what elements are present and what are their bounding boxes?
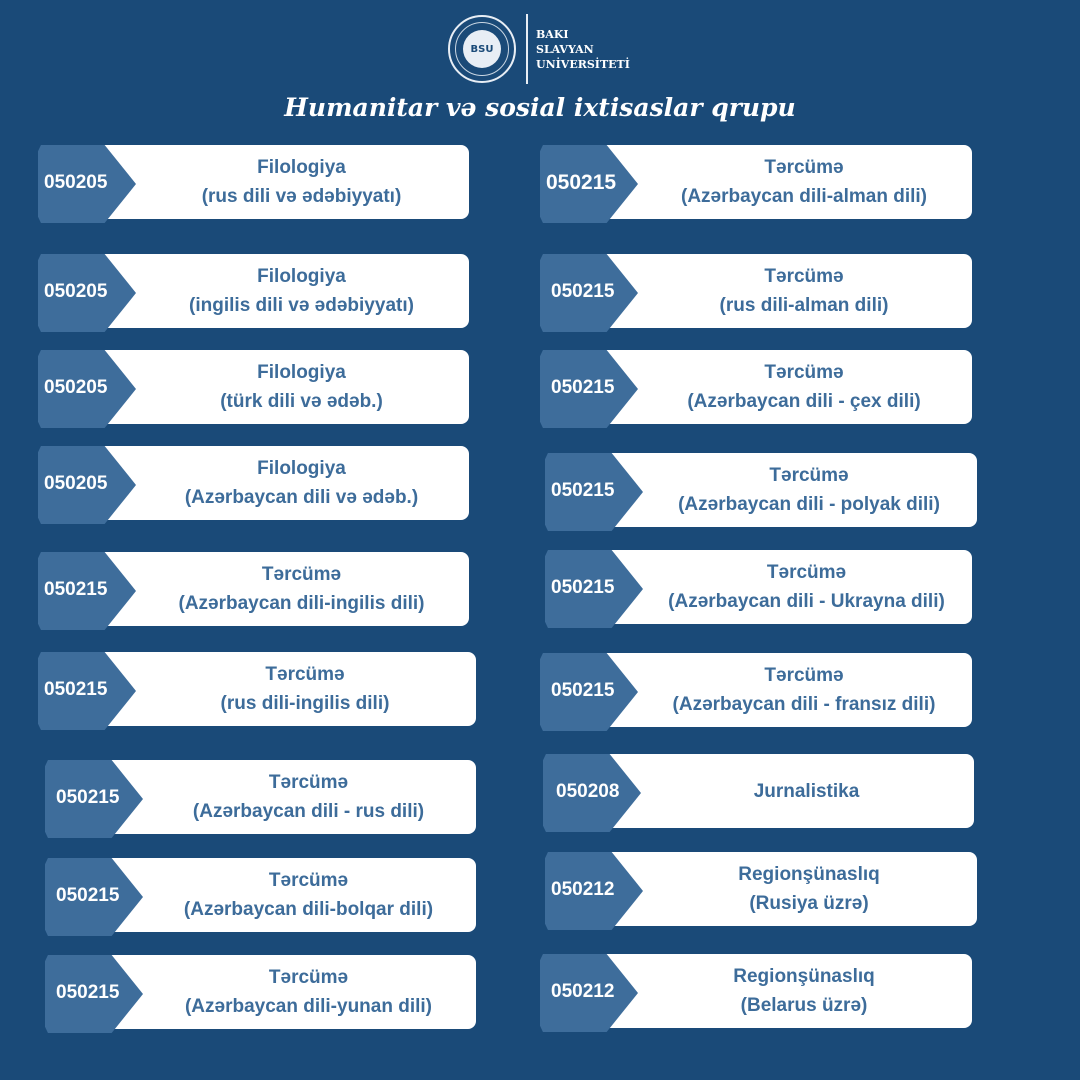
- program-code: 050212: [551, 981, 615, 1002]
- program-card: [38, 652, 476, 728]
- program-code: 050215: [551, 480, 615, 501]
- program-description: [138, 254, 465, 328]
- program-description: [645, 852, 973, 926]
- program-card: [38, 446, 469, 522]
- program-card: [540, 954, 972, 1030]
- university-name-line-2: SLAVYAN: [536, 42, 594, 56]
- program-card: [38, 350, 469, 426]
- program-description: [138, 652, 472, 726]
- program-description: [640, 254, 968, 328]
- program-name: Tərcümə: [769, 465, 849, 486]
- program-description: [138, 552, 465, 626]
- program-card: [543, 754, 974, 830]
- university-name: [536, 27, 630, 72]
- program-card: [38, 145, 469, 221]
- page-title: Humanitar və sosial ixtisaslar qrupu: [284, 93, 796, 122]
- program-detail: (Azərbaycan dili-bolqar dili): [183, 899, 434, 920]
- program-name: Filologiya: [257, 458, 346, 479]
- program-code: 050215: [44, 679, 108, 700]
- program-name: Tərcümə: [268, 870, 349, 891]
- program-description: [640, 350, 968, 424]
- program-name: Tərcümə: [261, 564, 342, 585]
- seal-monogram: BSU: [463, 30, 501, 68]
- program-code: 050215: [551, 577, 615, 598]
- program-detail: (Azərbaycan dili və ədəb.): [184, 487, 419, 508]
- program-code: 050215: [56, 982, 120, 1003]
- program-card: [540, 653, 972, 729]
- program-card: [545, 550, 972, 626]
- program-code: 050205: [44, 172, 108, 193]
- program-code: 050215: [551, 680, 615, 701]
- program-description: [645, 550, 968, 624]
- program-description: [138, 446, 465, 520]
- program-card: [540, 145, 972, 221]
- program-detail: (Azərbaycan dili - fransız dili): [672, 694, 936, 715]
- program-name: Tərcümə: [764, 665, 844, 686]
- program-detail: (Belarus üzrə): [740, 995, 868, 1016]
- program-detail: (ingilis dili və ədəbiyyatı): [189, 295, 414, 316]
- program-name: Filologiya: [257, 362, 346, 383]
- program-detail: (Azərbaycan dili - çex dili): [687, 391, 921, 412]
- program-name: Tərcümə: [764, 157, 844, 178]
- program-description: [145, 858, 472, 932]
- program-code: 050215: [546, 171, 617, 194]
- program-detail: (Azərbaycan dili-alman dili): [681, 186, 927, 207]
- program-code: 050215: [551, 281, 615, 302]
- program-detail: (rus dili-ingilis dili): [220, 693, 390, 714]
- header-divider: [526, 14, 528, 84]
- program-card: [540, 254, 972, 330]
- program-description: [138, 350, 465, 424]
- program-description: [645, 453, 973, 527]
- program-description: [640, 145, 968, 219]
- program-description: [640, 954, 968, 1028]
- program-name: Jurnalistika: [753, 780, 860, 802]
- university-name-line-1: BAKI: [536, 27, 569, 41]
- program-description: [138, 145, 465, 219]
- program-card: [45, 760, 476, 836]
- program-description: [145, 760, 472, 834]
- program-card: [45, 955, 476, 1031]
- program-card: [545, 852, 977, 928]
- program-code: 050205: [44, 473, 108, 494]
- program-detail: (rus dili-alman dili): [719, 295, 889, 316]
- program-detail: (rus dili və ədəbiyyatı): [201, 186, 402, 207]
- program-name: Regionşünaslıq: [733, 966, 875, 987]
- university-seal-icon: [448, 15, 516, 83]
- program-card: [545, 453, 977, 529]
- program-detail: (türk dili və ədəb.): [220, 391, 383, 412]
- program-card: [38, 552, 469, 628]
- program-code: 050212: [551, 879, 615, 900]
- program-detail: (Azərbaycan dili - polyak dili): [678, 494, 940, 515]
- program-code: 050215: [56, 787, 120, 808]
- program-card: [38, 254, 469, 330]
- program-detail: (Rusiya üzrə): [749, 893, 869, 914]
- program-code: 050215: [551, 377, 615, 398]
- university-name-line-3: UNİVERSİTETİ: [536, 57, 630, 71]
- program-name: Tərcümə: [764, 362, 844, 383]
- program-name: Tərcümə: [265, 664, 345, 685]
- program-code: 050208: [556, 781, 620, 802]
- program-name: Tərcümə: [268, 967, 349, 988]
- program-name: Tərcümə: [766, 562, 847, 583]
- program-card: [540, 350, 972, 426]
- header: [448, 12, 630, 86]
- program-detail: (Azərbaycan dili-yunan dili): [184, 996, 433, 1017]
- program-name: Filologiya: [257, 157, 346, 178]
- program-description: [640, 653, 968, 727]
- program-detail: (Azərbaycan dili-ingilis dili): [178, 593, 425, 614]
- program-code: 050215: [44, 579, 108, 600]
- program-description: [643, 754, 970, 828]
- program-name: Tərcümə: [268, 772, 349, 793]
- program-description: [145, 955, 472, 1029]
- program-code: 050205: [44, 281, 108, 302]
- program-name: Tərcümə: [764, 266, 844, 287]
- program-name: Filologiya: [257, 266, 346, 287]
- program-detail: (Azərbaycan dili - Ukrayna dili): [668, 591, 945, 612]
- program-detail: (Azərbaycan dili - rus dili): [192, 801, 425, 822]
- program-name: Regionşünaslıq: [738, 864, 880, 885]
- program-code: 050215: [56, 885, 120, 906]
- program-code: 050205: [44, 377, 108, 398]
- program-card: [45, 858, 476, 934]
